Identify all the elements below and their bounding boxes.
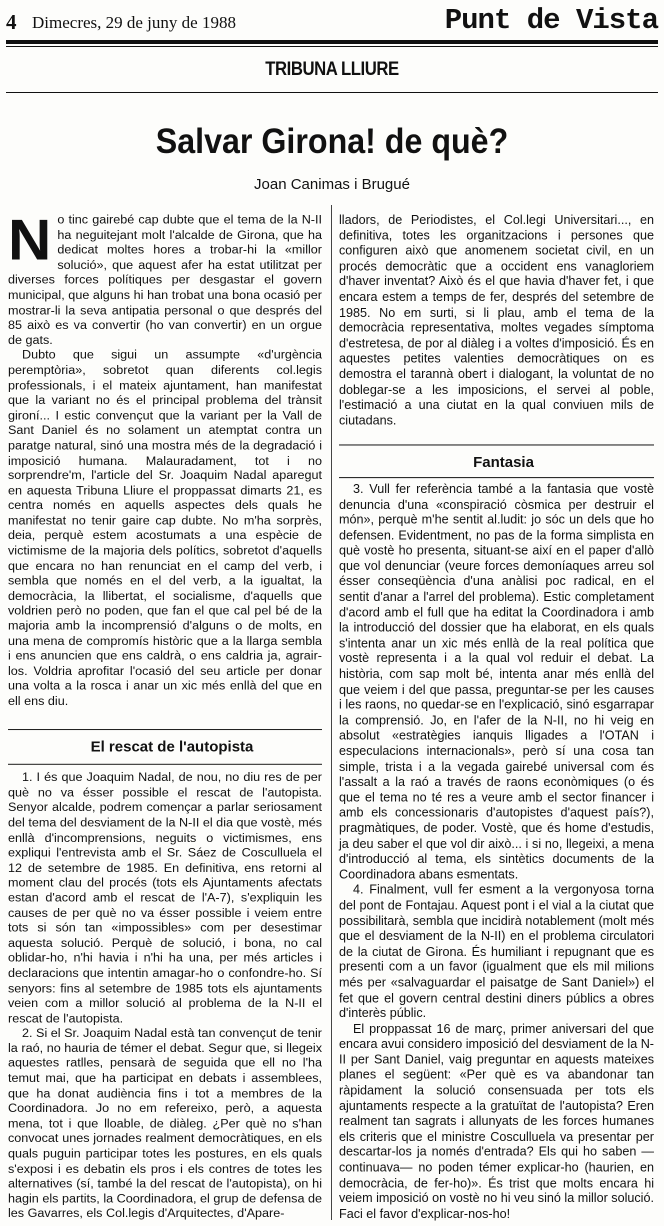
rubric-label: TRIBUNA LLIURE	[265, 59, 399, 80]
paragraph-intro-text: o tinc gairebé cap dubte que el tema de la N-II ha neguitejant molt l'alcalde de Girona, que ha dedicat moltes hores a trobar-hi la «millor solució», que aquest afer ha estat utilitzat per diverses forces polítiques per desgastar el govern municipal, que alguns hi han trobat una bona ocasió per mostrar-li la seva antipatia personal o que després del 85 això es va convertir (ho van convertir) en un orgue de gats.	[8, 213, 322, 347]
paragraph-intro	[8, 207, 322, 348]
column-right	[339, 213, 654, 1222]
subhead-block	[8, 729, 322, 755]
page-header	[6, 4, 658, 38]
subhead-rescat: El rescat de l'autopista	[90, 738, 254, 755]
paragraph: 4. Finalment, vull fer esment a la vergonyosa torna del pont de Fontajau. Aquest pont i el vial a la ciutat que possibilitarà, sembla que incidirà notablement (molt més que el desviament de la N-II) en el problema circulatori de la ciutat de Girona. És humiliant i repugnant que es presenti com a un favor (igualment que els mil milions més per «salvaguardar el paisatge de Sant Daniel») el fet que el govern central destini diners públics a obres d'interès públic.	[339, 883, 654, 1021]
paragraph: 1. I és que Joaquim Nadal, de nou, no diu res de per què no va ésser possible el rescat de l'autopista. Senyor alcalde, podrem començar a parlar seriosament del tema del desviament de la N-II el dia que vostè, més enllà d'incomprensions, neguits o victimismes, ens expliqui l'entrevista amb el Sr. Sáez de Cosculluela el 12 de setembre de 1985. En definitiva, ens retorni al moment clau del procés (tots els Ajuntaments afectats estan d'acord amb el rescat de l'A-7), s'expliquin les causes de per què no va ésser possible i veiem entre tots si són tan «impossibles» com per desestimar aquesta solució. Perquè de solució, i bona, no cal oblidar-ho, n'hi havia i n'hi ha una, per més articles i declaracions que intentin amagar-ho o confondre-ho. Sí senyors: fins al setembre de 1985 tots els ajuntaments veien com a millor solució al problema de la N-II el rescat de l'autopista.	[8, 770, 322, 1025]
rubric-rule	[6, 92, 658, 93]
header-rule-thin	[6, 46, 658, 47]
drop-cap: N	[8, 207, 52, 272]
header-rule-thick	[6, 40, 658, 44]
paragraph: 2. Si el Sr. Joaquim Nadal està tan convençut de tenir la raó, no hauria de témer el debat. Segur que, si llegeix aquestes ratlles, pensarà de seguida que ell no l'ha temut mai, que ha participat en debats i assemblees, que ha donat audiència fins i tot a membres de la Coordinadora. Jo no em refereixo, però, a aquesta mena, tot i que lloable, de diàleg. ¿Per què no s'han convocat unes jornades realment democràtiques, en els quals puguin participar totes les postures, en els quals s'exposi i es debatin els pros i els contres de totes les alternatives (sí, també la del rescat de l'autopista), on hi hagin els partits, la Coordinadora, el grup de defensa de les Gavarres, els Col.legis d'Arquitectes, d'Apare-	[8, 1026, 322, 1221]
subhead-fantasia: Fantasia	[473, 454, 534, 472]
article-author: Joan Canimas i Brugué	[254, 176, 410, 193]
section-title: Punt de Vista	[444, 4, 658, 37]
paragraph: lladors, de Periodistes, el Col.legi Universitari..., en definitiva, totes les organitzacions i persones que configuren això que anomenem societat civil, en un procés democràtic que a occident ens vanagloriem d'haver inventat? Això és el que havia d'haver fet, i que encara estem a temps de fer, després del setembre de 1985. No em surti, si li plau, amb el tema de la democràcia representativa, moltes vegades símptoma d'estretesa, de por al diàleg i a voltes d'imposició. És en aquestes petites valenties democràtiques on es demostra el tarannà obert i dialogant, la voluntat de no doblegar-se a les imposicions, el servei al poble, l'estimació a una ciutat en la qual conviuen mils de ciutadans.	[339, 213, 654, 428]
paragraph: El proppassat 16 de març, primer aniversari del que encara avui considero imposició del desviament de la N-II per Sant Daniel, vaig preguntar en aquests mateixes planes el següent: «Per què es va abandonar tan ràpidament la solució consensuada per tots els ajuntaments respecte a la gratuïtat de l'autopista? Eren realment tan sagrats i allunyats de les forces humanes els criteris que el ministre Cosculluela va presentar per descartar-los ja només d'entrada? Els qui ho saben —continuava— no poden témer explicar-ho (haurien, en democràcia, de fer-ho)». És trist que molts encara hi veiem imposició on vostè no hi veu sinó la millor solució. Faci el favor d'explicar-nos-ho!	[339, 1021, 655, 1221]
column-divider	[331, 205, 332, 1220]
page-number: 4	[6, 10, 17, 34]
column-left	[8, 207, 322, 1222]
article-title: Salvar Girona! de què?	[155, 122, 509, 161]
issue-date: Dimecres, 29 de juny de 1988	[32, 13, 236, 32]
paragraph: Dubto que sigui un assumpte «d'urgència peremptòria», sobretot quan diferents col.legis professionals, i el mateix ajuntament, han manifestat que la variant no és el principal problema del trànsit gironí... I estic convençut que la variant per la Vall de Sant Daniel és no solament un atemptat contra un paratge natural, sinó una mostra més de la degradació i imposició humana. Malauradament, tot i no sorprendre'm, l'article del Sr. Joaquim Nadal aparegut en aquesta Tribuna Lliure el proppassat dimarts 21, es centra només en aquells aspectes dels quals he manifestat no tenir gaire cap dubte. No m'ha sorprès, deia, perquè estem acostumats a una espècie de victimisme de la majoria dels polítics, sobretot d'aquells que encara no han renunciat en el camp del verb, i sembla que només en el del verb, a la igualtat, la democràcia, la llibertat, el socialisme, d'aquells que voldrien però no poden, que fan el que cal pel bé de la majoria amb la incomprensió d'alguns o de molts, en una mena de compromís històric que a la llarga sembla i ens anuncien que ens caldrà, o ens caldria ja, agrair-los. Voldria aprofitar l'ocasió del seu article per donar una volta a la rosca i anar un xic més enllà del que en ell ens diu.	[8, 348, 322, 708]
paragraph: 3. Vull fer referència també a la fantasia que vostè denuncia d'una «conspiració còsmica per destruir el món», perquè m'he sentit al.ludit: jo sóc un dels que ho defensen. Evidentment, no pas de la forma simplista en què vostè ho presenta, situant-se així en el paper d'allò que vol denunciar (veure forces demoníaques arreu sol ésser conseqüència d'una anàlisi poc radical, en el sentit d'anar a l'arrel del problema). Estic completament d'acord amb el full que ha editat la Coordinadora i amb la introducció del dossier que ha elaborat, en els quals s'intenta anar un xic més enllà de la real política que vostè representa i a la qual vol reduir el debat. La història, com sap molt bé, intenta anar més enllà del que veiem i del que passa, preguntar-se per les causes i les raons, no quedar-se en l'explicació, sinó esgarrapar la comprensió. Jo, en l'afer de la N-II, no hi veig en absolut «estratègies ianquis lligades a l'OTAN i especulacions internacionals», però sí una cosa tan simple, trista i a la vegada gairebé universal com és l'assalt a la raó a través de raons econòmiques (o és que el tema no té res a veure amb el sector financer i amb els concessionaris d'autopistes d'aquest país?), pragmàtiques, de poder. Vostè, que és home d'estudis, ja deu saber el que vol dir això... i si no, llegeixi, a mena d'introducció al tema, els sintètics documents de la Coordinadora abans esmentats.	[339, 481, 654, 882]
subhead-block	[339, 445, 654, 471]
